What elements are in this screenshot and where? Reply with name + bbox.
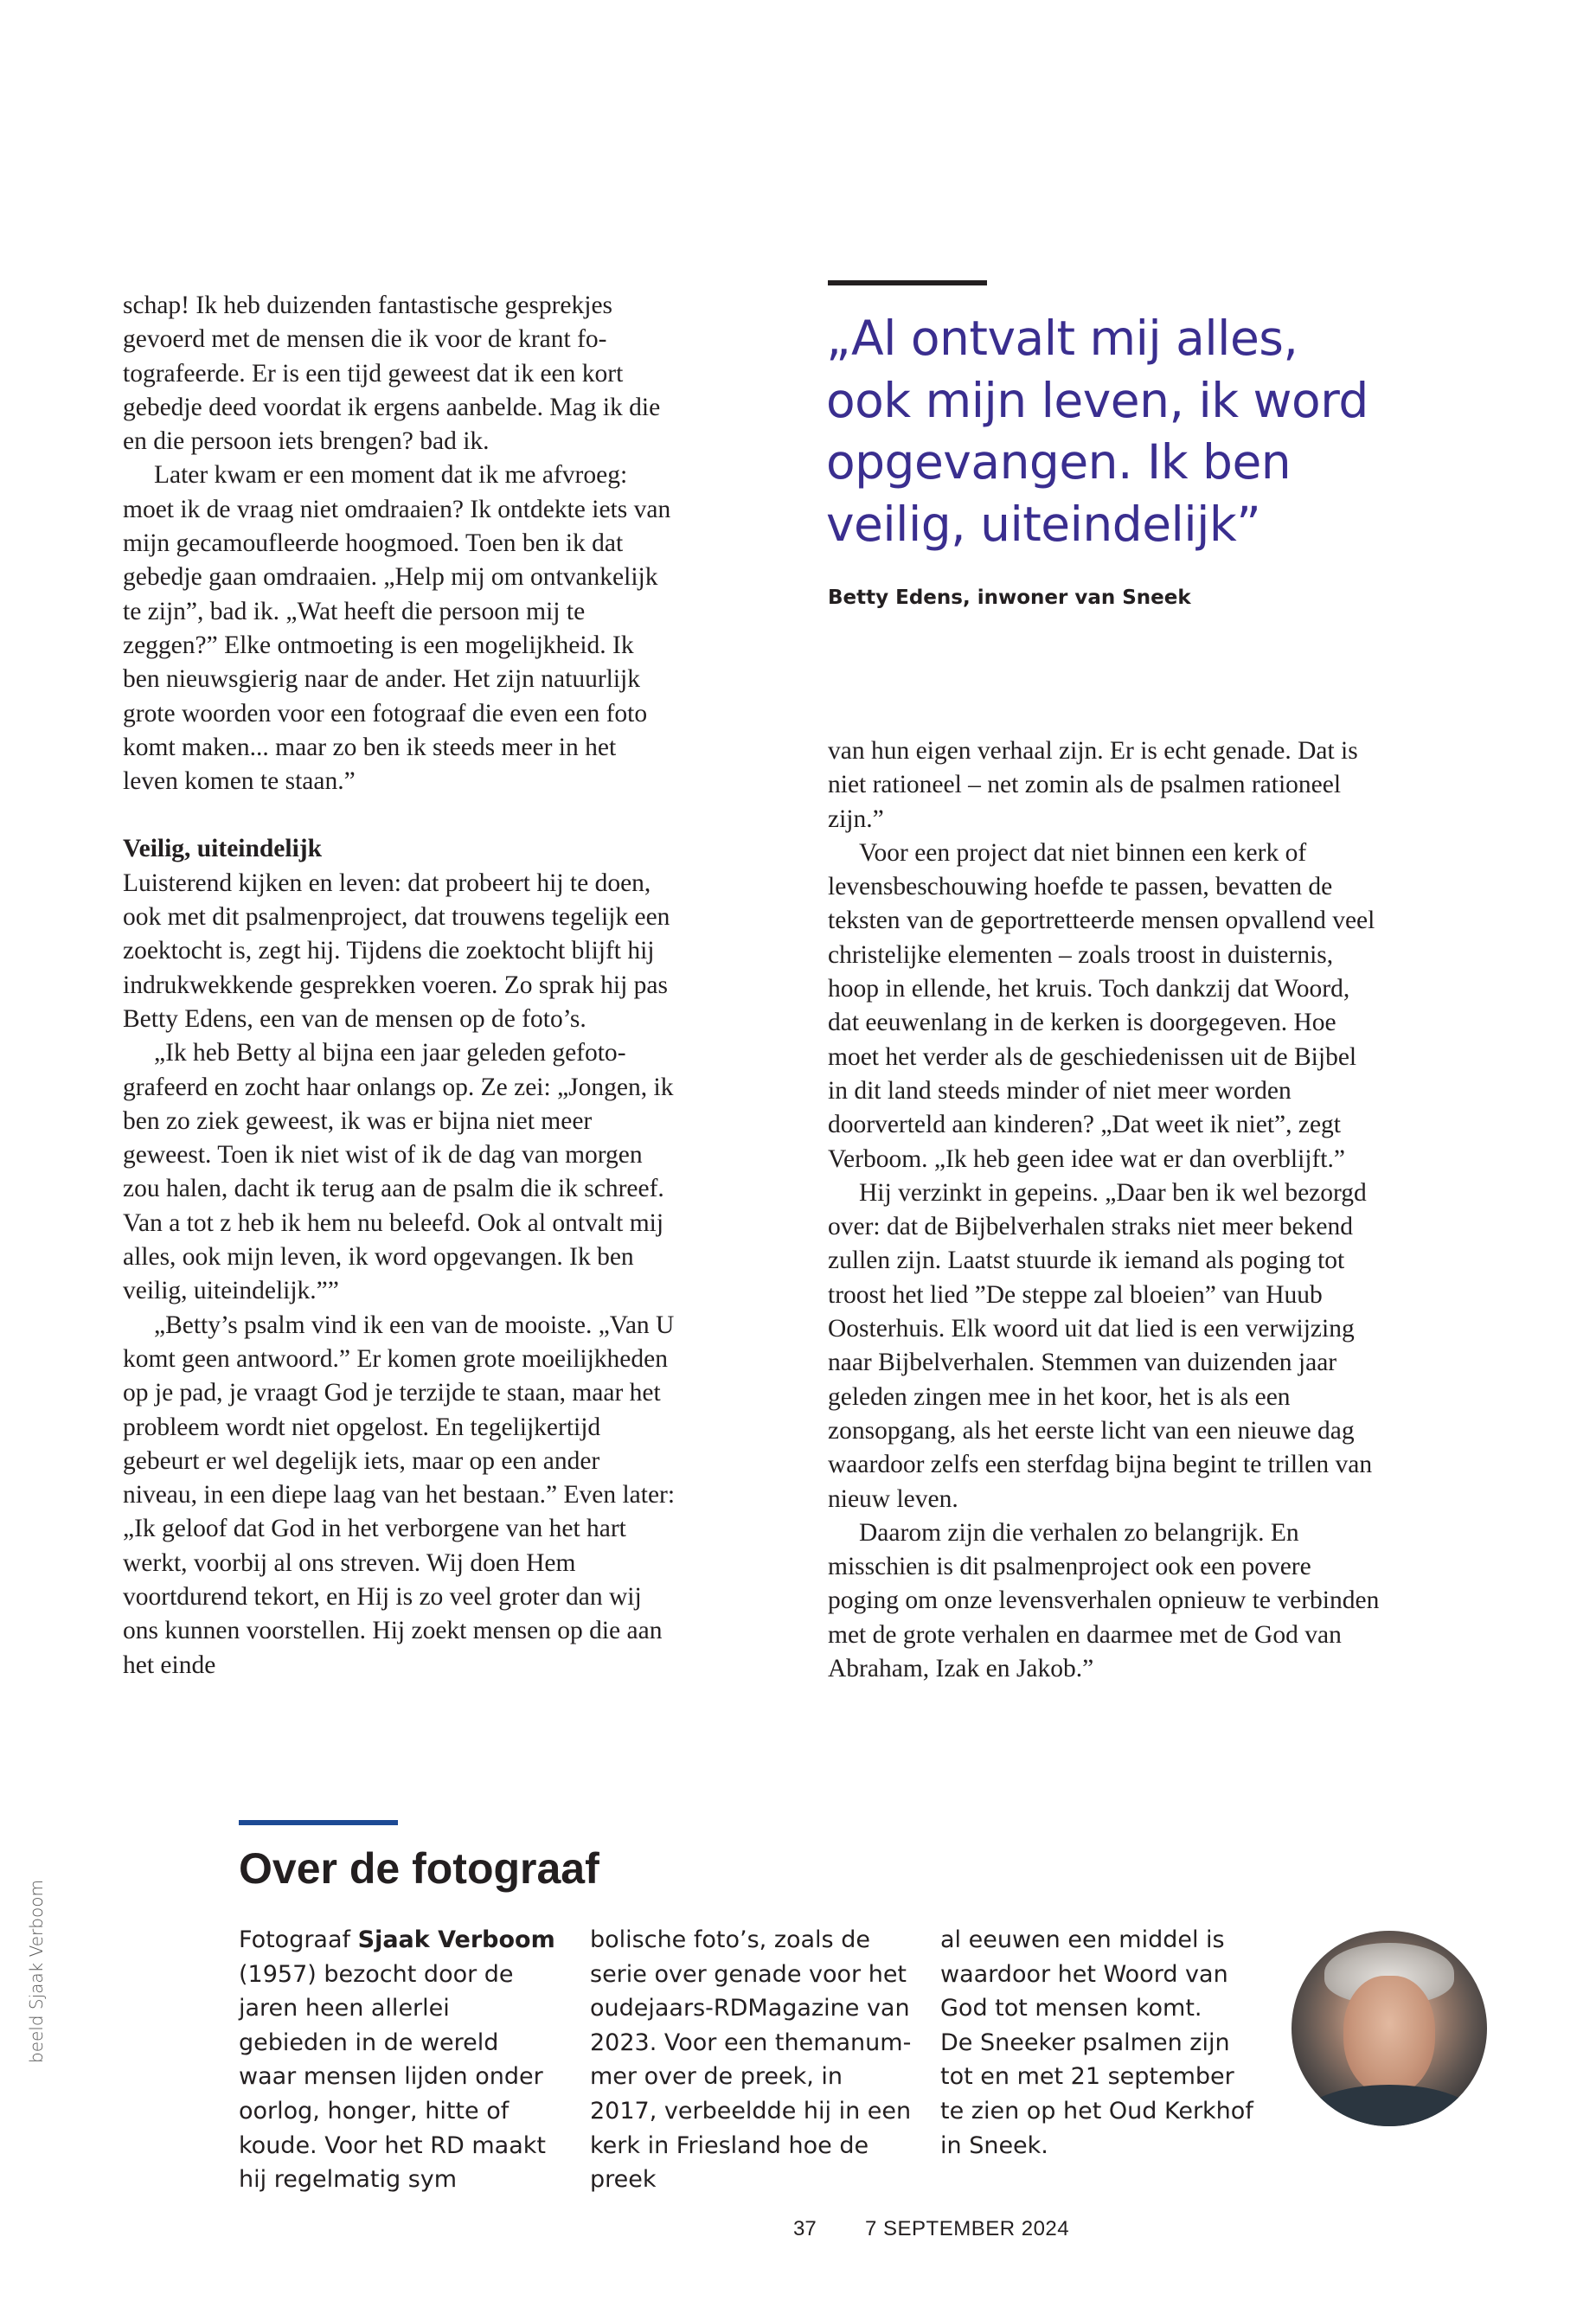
pull-quote-rule: [828, 280, 987, 285]
paragraph: Voor een project dat niet binnen een kerk of levensbeschouwing hoefde te passen, bevatten de teksten van de geportretteerde mensen opvallend veel christelijke elementen – zoals troost in duisternis, hoop in ellende, het kruis. Toch dankzij dat Woord, dat eeuwenlang in de kerken is doorgegeven. Hoe moet het verder als de geschiedenissen uit de Bijbel in dit land steeds minder of niet meer worden doorverteld aan kinderen? „Dat weet ik niet”, zegt Verboom. „Ik heb geen idee wat er dan overblijft.”: [828, 838, 1375, 1173]
info-box-title: Over de fotograaf: [239, 1844, 599, 1893]
page-number: 37: [793, 2217, 817, 2240]
issue-date: 7 SEPTEMBER 2024: [865, 2217, 1070, 2240]
info-box-column-1: [239, 1923, 563, 2197]
photographer-name: Sjaak Verboom: [357, 1926, 555, 1953]
paragraph: Luisterend kijken en leven: dat probeert hij te doen, ook met dit psalmenproject, dat trouwens tegelijk een zoektocht is, zegt hij. Tijdens die zoektocht blijft hij indrukwekkende gesprekken voeren. Zo sprak hij pas Betty Edens, een van de mensen op de foto’s.: [123, 868, 670, 1033]
pull-quote-attribution: Betty Edens, inwoner van Sneek: [828, 586, 1191, 609]
paragraph: Later kwam er een moment dat ik me afvroeg: moet ik de vraag niet omdraaien? Ik ontdekte iets van mijn gecamoufleerde hoogmoed. Toen ben ik dat gebedje gaan omdraaien. „Help mij om ontvankelijk te zijn”, bad ik. „Wat heeft die persoon mij te zeggen?” Elke ontmoeting is een mogelijkheid. Ik ben nieuwsgierig naar de ander. Het zijn natuurlijk grote woorden voor een fotograaf die even een foto komt maken... maar zo ben ik steeds meer in het leven komen te staan.”: [123, 461, 671, 796]
photo-credit: beeld Sjaak Verboom: [26, 1880, 47, 2063]
section-subheading: Veilig, uiteindelijk: [123, 835, 323, 863]
paragraph: schap! Ik heb duizenden fantastische gesprekjes gevoerd met de mensen die ik voor de krant fotografeerde. Er is een tijd geweest dat ik een kort gebedje deed voordat ik ergens aanbelde. Mag ik die en die persoon iets brengen? bad ik.: [123, 292, 661, 456]
text-prefix: Fotograaf: [239, 1926, 358, 1953]
info-box-text: al eeuwen een middel is waardoor het Woord van God tot mensen komt.: [940, 1926, 1228, 2022]
article-column-left: [123, 289, 676, 1682]
info-box-text: [239, 1923, 563, 2197]
paragraph: Hij verzinkt in gepeins. „Daar ben ik wel bezorgd over: dat de Bijbelverhalen straks niet meer bekend zullen zijn. Laatst stuurde ik iemand als poging tot troost het lied ”De steppe zal bloeien” van Huub Oosterhuis. Elk woord uit dat lied is een verwijzing naar Bijbelverhalen. Stemmen van duizenden jaar geleden zingen mee in het koor, het is als een zonsopgang, als het eerste licht van een nieuwe dag waardoor zelfs een sterfdag bijna begint te trillen van nieuw leven.: [828, 1178, 1373, 1513]
paragraph: van hun eigen verhaal zijn. Er is echt genade. Dat is niet rationeel – net zomin als de psalmen rationeel zijn.”: [828, 737, 1358, 833]
info-box-rule: [239, 1820, 398, 1825]
info-box-text: bolische foto’s, zoals de serie over genade voor het oudejaars-RDMagazine van 2023. Voor een themanummer over de preek, in 2017, verbeeldde hij in een kerk in Friesland hoe de preek: [590, 1926, 912, 2194]
info-box-text: De Sneeker psalmen zijn tot en met 21 september te zien op het Oud Kerkhof in Sneek.: [940, 2029, 1253, 2159]
article-column-right: [828, 734, 1381, 1686]
pull-quote: „Al ontvalt mij alles, ook mijn leven, ik word opgevangen. Ik ben veilig, uiteindelijk”: [826, 311, 1368, 552]
info-box-column-2: [590, 1923, 914, 2197]
photographer-portrait: [1292, 1931, 1487, 2126]
info-box-column-3: [940, 1923, 1265, 2163]
paragraph: „Betty’s psalm vind ik een van de mooiste. „Van U komt geen antwoord.” Er komen grote moeilijkheden op je pad, je vraagt God je terzijde te staan, maar het probleem wordt niet opgelost. En tegelijkertijd gebeurt er wel degelijk iets, maar op een ander niveau, in een diepe laag van het bestaan.” Even later: „Ik geloof dat God in het verborgene van het hart werkt, voorbij al ons streven. Wij doen Hem voortdurend tekort, en Hij is zo veel groter dan wij ons kunnen voorstellen. Hij zoekt mensen op die aan het einde: [123, 1311, 676, 1679]
paragraph: „Ik heb Betty al bijna een jaar geleden gefotografeerd en zocht haar onlangs op. Ze zei: „Jongen, ik ben zo ziek geweest, ik was er bijna niet meer geweest. Toen ik niet wist of ik de dag van morgen zou halen, dacht ik terug aan de psalm die ik schreef. Van a tot z heb ik hem nu beleefd. Ook al ontvalt mij alles, ook mijn leven, ik word opgevangen. Ik ben veilig, uiteindelijk.””: [123, 1039, 674, 1305]
paragraph: Daarom zijn die verhalen zo belangrijk. En misschien is dit psalmenproject ook een povere poging om onze levensverhalen opnieuw te verbinden met de grote verhalen en daarmee met de God van Abraham, Izak en Jakob.”: [828, 1518, 1380, 1683]
text-rest: (1957) bezocht door de jaren heen allerlei gebieden in de wereld waar mensen lijden onder oorlog, honger, hitte of koude. Voor het RD maakt hij regelmatig sym: [239, 1960, 546, 2194]
